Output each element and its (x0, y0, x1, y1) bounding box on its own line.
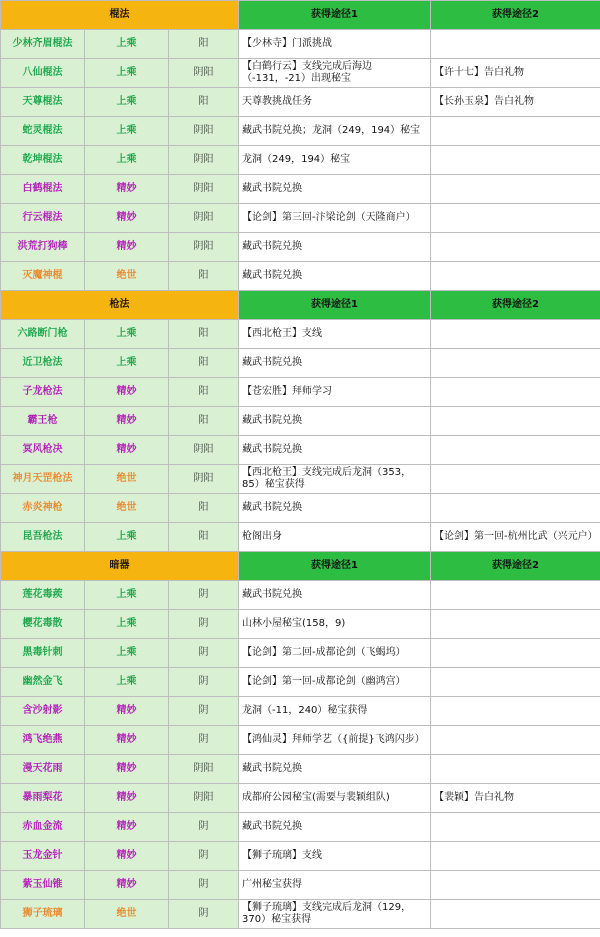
skill-row (1, 465, 600, 494)
source1-cell: 藏武书院兑换 (239, 262, 431, 291)
skill-name: 黑毒针刺 (1, 639, 85, 668)
skill-tier: 精妙 (85, 726, 169, 755)
skill-name: 蛇灵棍法 (1, 117, 85, 146)
skill-tier: 上乘 (85, 146, 169, 175)
skill-name: 近卫枪法 (1, 349, 85, 378)
skill-attribute: 阴 (169, 668, 239, 697)
source1-cell: 【苍宏胜】拜师学习 (239, 378, 431, 407)
skill-tier: 精妙 (85, 813, 169, 842)
skill-attribute: 阳 (169, 378, 239, 407)
skill-row (1, 581, 600, 610)
source2-header: 获得途径2 (431, 291, 600, 320)
skill-row (1, 320, 600, 349)
source1-cell: 藏武书院兑换 (239, 407, 431, 436)
section-header-row (1, 552, 600, 581)
skill-row (1, 755, 600, 784)
skill-attribute: 阴阳 (169, 146, 239, 175)
skill-row (1, 436, 600, 465)
source2-cell (431, 494, 600, 523)
skill-tier: 上乘 (85, 30, 169, 59)
skill-name: 子龙枪法 (1, 378, 85, 407)
skill-name: 玉龙金针 (1, 842, 85, 871)
section-title: 枪法 (1, 291, 239, 320)
skill-row (1, 175, 600, 204)
source1-cell: 藏武书院兑换 (239, 813, 431, 842)
source2-cell: 【裴颖】告白礼物 (431, 784, 600, 813)
source1-cell: 成都府公园秘宝(需要与裴颖组队) (239, 784, 431, 813)
source2-cell (431, 117, 600, 146)
skill-attribute: 阴 (169, 581, 239, 610)
skill-tier: 精妙 (85, 784, 169, 813)
skill-attribute: 阴 (169, 697, 239, 726)
skill-row (1, 349, 600, 378)
skill-row (1, 697, 600, 726)
source1-cell: 龙洞（249，194）秘宝 (239, 146, 431, 175)
skill-tier: 上乘 (85, 581, 169, 610)
skill-attribute: 阴 (169, 726, 239, 755)
source2-cell (431, 465, 600, 494)
skill-tier: 绝世 (85, 465, 169, 494)
source2-cell (431, 378, 600, 407)
skill-row (1, 59, 600, 88)
skill-name: 漫天花雨 (1, 755, 85, 784)
source1-header: 获得途径1 (239, 1, 431, 30)
skill-attribute: 阴 (169, 871, 239, 900)
skill-name: 洪荒打狗棒 (1, 233, 85, 262)
section-title: 棍法 (1, 1, 239, 30)
skill-name: 霸王枪 (1, 407, 85, 436)
source1-cell: 藏武书院兑换 (239, 233, 431, 262)
section-header-row (1, 291, 600, 320)
skill-row (1, 262, 600, 291)
skill-row (1, 523, 600, 552)
source2-cell (431, 349, 600, 378)
skill-attribute: 阳 (169, 523, 239, 552)
skill-attribute: 阴阳 (169, 465, 239, 494)
skill-tier: 精妙 (85, 697, 169, 726)
skill-tier: 绝世 (85, 494, 169, 523)
skill-row (1, 668, 600, 697)
skill-tier: 精妙 (85, 233, 169, 262)
skill-row (1, 494, 600, 523)
skill-tier: 上乘 (85, 639, 169, 668)
skill-attribute: 阴 (169, 610, 239, 639)
skill-attribute: 阳 (169, 30, 239, 59)
skill-attribute: 阳 (169, 349, 239, 378)
skill-name: 冥风枪决 (1, 436, 85, 465)
skill-table-body (1, 1, 600, 929)
skill-row (1, 900, 600, 929)
skill-name: 昆吾枪法 (1, 523, 85, 552)
source1-cell: 【白鹤行云】支线完成后海边（-131，-21）出现秘宝 (239, 59, 431, 88)
source2-cell (431, 668, 600, 697)
skill-row (1, 30, 600, 59)
section-title: 暗器 (1, 552, 239, 581)
skill-tier: 绝世 (85, 900, 169, 929)
skill-name: 莲花毒蒺 (1, 581, 85, 610)
source1-cell: 【论剑】第二回-成都论剑（飞蝎坞） (239, 639, 431, 668)
skill-row (1, 378, 600, 407)
skill-attribute: 阳 (169, 407, 239, 436)
source2-cell (431, 610, 600, 639)
skill-row (1, 871, 600, 900)
skill-row (1, 639, 600, 668)
source2-cell (431, 813, 600, 842)
source2-cell (431, 871, 600, 900)
source1-header: 获得途径1 (239, 552, 431, 581)
skill-attribute: 阴阳 (169, 175, 239, 204)
source1-cell: 【西北枪王】支线 (239, 320, 431, 349)
skill-tier: 精妙 (85, 407, 169, 436)
source1-cell: 山林小屋秘宝(158，9) (239, 610, 431, 639)
skill-name: 狮子琉璃 (1, 900, 85, 929)
source2-header: 获得途径2 (431, 1, 600, 30)
skill-name: 乾坤棍法 (1, 146, 85, 175)
skill-tier: 绝世 (85, 262, 169, 291)
skill-tier: 上乘 (85, 668, 169, 697)
source2-cell (431, 639, 600, 668)
skill-row (1, 813, 600, 842)
source2-cell (431, 900, 600, 929)
skill-attribute: 阳 (169, 262, 239, 291)
source1-cell: 藏武书院兑换；龙洞（249，194）秘宝 (239, 117, 431, 146)
skill-attribute: 阳 (169, 320, 239, 349)
source1-cell: 【狮子琉璃】支线 (239, 842, 431, 871)
source2-cell (431, 726, 600, 755)
source2-cell (431, 175, 600, 204)
skill-attribute: 阴阳 (169, 755, 239, 784)
skill-row (1, 610, 600, 639)
skill-tier: 上乘 (85, 523, 169, 552)
source1-header: 获得途径1 (239, 291, 431, 320)
skill-row (1, 117, 600, 146)
skill-attribute: 阴阳 (169, 233, 239, 262)
source1-cell: 【西北枪王】支线完成后龙洞（353，85）秘宝获得 (239, 465, 431, 494)
skill-tier: 精妙 (85, 755, 169, 784)
skill-name: 赤血金流 (1, 813, 85, 842)
source1-cell: 藏武书院兑换 (239, 581, 431, 610)
skill-name: 紫玉仙锥 (1, 871, 85, 900)
source1-cell: 枪阁出身 (239, 523, 431, 552)
skill-row (1, 842, 600, 871)
source1-cell: 藏武书院兑换 (239, 436, 431, 465)
skill-name: 暴雨梨花 (1, 784, 85, 813)
source1-cell: 藏武书院兑换 (239, 175, 431, 204)
source2-cell: 【长孙玉泉】告白礼物 (431, 88, 600, 117)
source2-cell (431, 320, 600, 349)
source2-cell (431, 262, 600, 291)
source1-cell: 【论剑】第三回-汴梁论剑（天隆商户） (239, 204, 431, 233)
skill-name: 樱花毒散 (1, 610, 85, 639)
skill-attribute: 阴 (169, 842, 239, 871)
skill-tier: 上乘 (85, 320, 169, 349)
skill-tier: 上乘 (85, 88, 169, 117)
skill-tier: 上乘 (85, 610, 169, 639)
skill-tier: 精妙 (85, 436, 169, 465)
source2-cell: 【论剑】第一回-杭州比武（兴元户） (431, 523, 600, 552)
skill-name: 含沙射影 (1, 697, 85, 726)
skill-name: 鸿飞绝燕 (1, 726, 85, 755)
skill-attribute: 阴阳 (169, 784, 239, 813)
skill-attribute: 阴 (169, 639, 239, 668)
source2-header: 获得途径2 (431, 552, 600, 581)
source2-cell (431, 581, 600, 610)
skill-name: 灭魔神棍 (1, 262, 85, 291)
source2-cell (431, 30, 600, 59)
skill-tier: 精妙 (85, 842, 169, 871)
source1-cell: 广州秘宝获得 (239, 871, 431, 900)
skill-tier: 精妙 (85, 871, 169, 900)
skill-attribute: 阳 (169, 88, 239, 117)
skill-row (1, 146, 600, 175)
source2-cell (431, 697, 600, 726)
skill-name: 白鹤棍法 (1, 175, 85, 204)
skill-tier: 上乘 (85, 349, 169, 378)
source2-cell (431, 204, 600, 233)
skill-name: 六路断门枪 (1, 320, 85, 349)
skill-attribute: 阴阳 (169, 204, 239, 233)
skill-row (1, 204, 600, 233)
skill-row (1, 233, 600, 262)
skill-row (1, 407, 600, 436)
source1-cell: 【少林寺】门派挑战 (239, 30, 431, 59)
source1-cell: 【论剑】第一回-成都论剑（幽鸿宫） (239, 668, 431, 697)
source1-cell: 【狮子琉璃】支线完成后龙洞（129，370）秘宝获得 (239, 900, 431, 929)
skill-attribute: 阳 (169, 494, 239, 523)
skill-tier: 精妙 (85, 378, 169, 407)
skill-tier: 精妙 (85, 175, 169, 204)
skill-tier: 上乘 (85, 117, 169, 146)
skill-attribute: 阴 (169, 813, 239, 842)
skill-name: 少林齐眉棍法 (1, 30, 85, 59)
source1-cell: 藏武书院兑换 (239, 349, 431, 378)
skill-row (1, 784, 600, 813)
skill-attribute: 阴 (169, 900, 239, 929)
source2-cell (431, 755, 600, 784)
source1-cell: 藏武书院兑换 (239, 755, 431, 784)
skill-attribute: 阴阳 (169, 59, 239, 88)
source1-cell: 【鸿仙灵】拜师学艺（{前提}飞鸿闪步） (239, 726, 431, 755)
skill-name: 行云棍法 (1, 204, 85, 233)
skill-attribute: 阴阳 (169, 117, 239, 146)
source2-cell (431, 146, 600, 175)
source1-cell: 藏武书院兑换 (239, 494, 431, 523)
skill-name: 幽然金飞 (1, 668, 85, 697)
source2-cell (431, 842, 600, 871)
skill-name: 八仙棍法 (1, 59, 85, 88)
skill-name: 天尊棍法 (1, 88, 85, 117)
skill-row (1, 726, 600, 755)
source2-cell (431, 436, 600, 465)
skill-row (1, 88, 600, 117)
source2-cell: 【许十七】告白礼物 (431, 59, 600, 88)
skill-attribute: 阴阳 (169, 436, 239, 465)
source1-cell: 天尊教挑战任务 (239, 88, 431, 117)
skill-name: 赤炎神枪 (1, 494, 85, 523)
section-header-row (1, 1, 600, 30)
source2-cell (431, 407, 600, 436)
skill-name: 神月天罡枪法 (1, 465, 85, 494)
skill-tier: 上乘 (85, 59, 169, 88)
skill-tier: 精妙 (85, 204, 169, 233)
source1-cell: 龙洞（-11，240）秘宝获得 (239, 697, 431, 726)
source2-cell (431, 233, 600, 262)
